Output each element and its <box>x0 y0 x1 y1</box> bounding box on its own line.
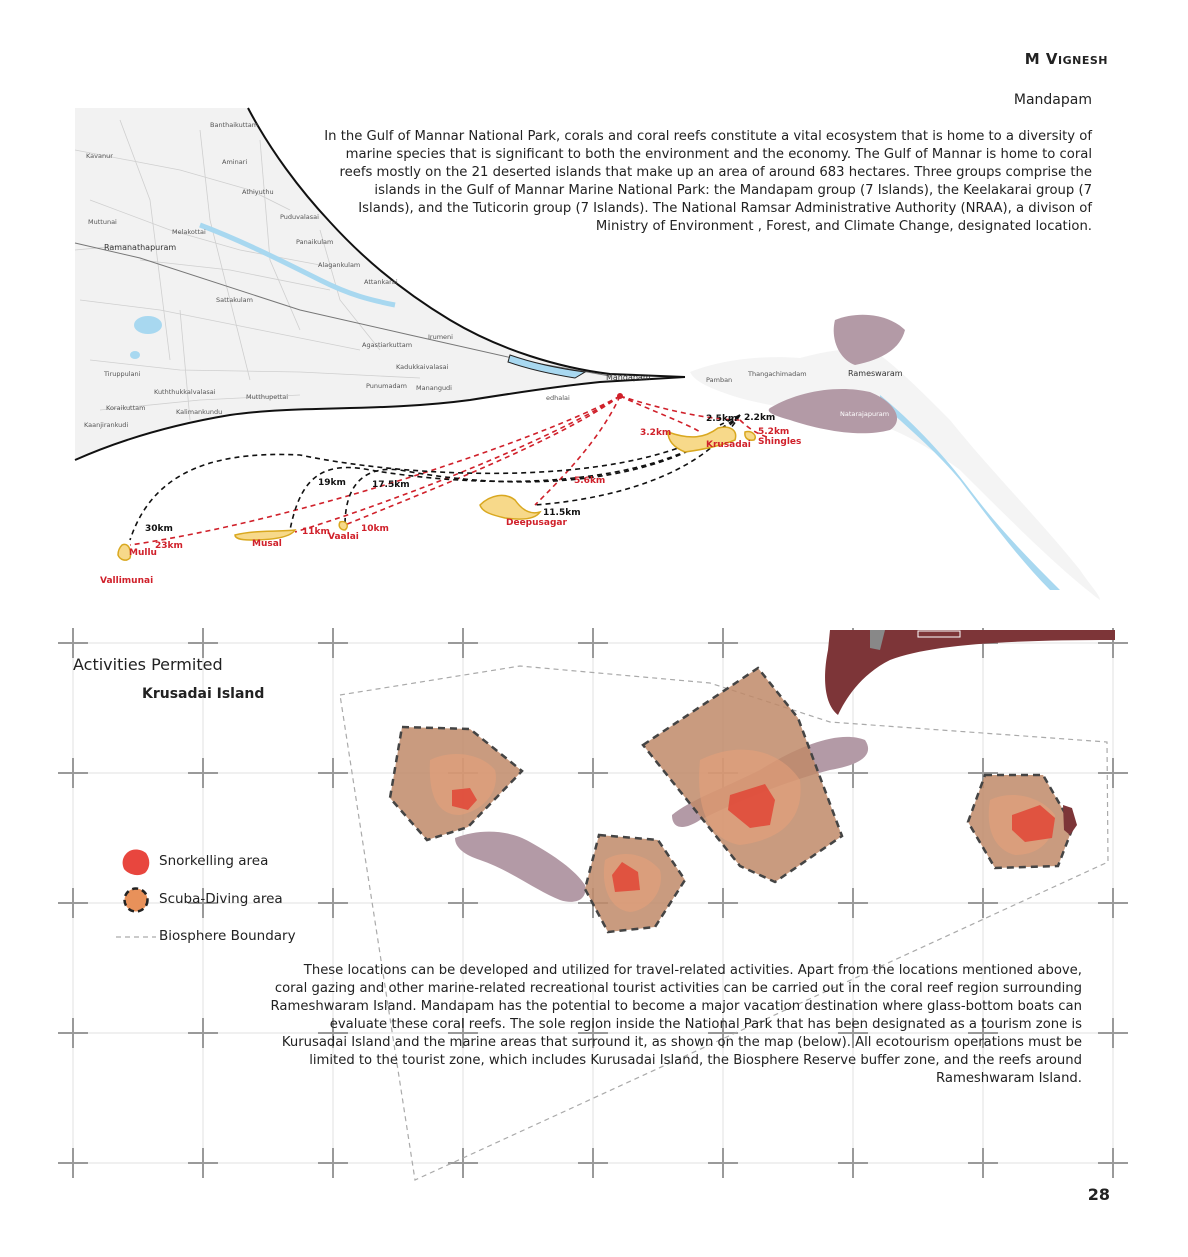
town-label: Manangudi <box>416 384 452 392</box>
distance-label-red: 10km <box>361 524 389 534</box>
town-label: Melakottai <box>172 228 206 236</box>
island-musal <box>455 832 585 902</box>
rameswaram-water <box>880 395 1060 590</box>
town-label: Alagankulam <box>318 261 361 269</box>
legend-snorkelling: Snorkelling area <box>159 853 269 869</box>
snorkelling-legend-icon <box>123 849 150 875</box>
distance-label-black: 2.5km <box>706 414 738 424</box>
rameswaram-reef-1 <box>834 315 905 365</box>
island-label-vallimunai: Vallimunai <box>100 576 154 586</box>
distance-label-black: 2.2km <box>744 413 776 423</box>
town-label: Agastiarkuttam <box>362 341 413 349</box>
island-label-deepusagar: Deepusagar <box>506 518 567 528</box>
bottom-paragraph: These locations can be developed and utilized for travel-related activities. Apart from the locations mentioned above, coral gazing and other marine-related recreational tourist activities can be carried out in the coral reef region surrounding Rameshwaram Island. Mandapam has the potential to become a major vacation destination where glass-bottom boats can evaluate these coral reefs. The sole region inside the National Park that has been designated as a tourism zone is Kurusadai Island and the marine areas that surround it, as shown on the map (below). All ecotourism operations must be limited to the tourist zone, which includes Kurusadai Island, the Biosphere Reserve buffer zone, and the reefs around Rameshwaram Island. <box>270 963 1082 1086</box>
distance-label-black: 19km <box>318 478 346 488</box>
island-outlines <box>118 427 755 560</box>
distance-label-black: 17.5km <box>372 480 410 490</box>
town-label: Panaikulam <box>296 238 334 246</box>
town-label: Muttunai <box>88 218 117 226</box>
town-label: Aminari <box>222 158 248 166</box>
place-mandapam: Mandapam <box>606 373 651 382</box>
distance-label-red: 23km <box>155 541 183 551</box>
legend-scuba: Scuba-Diving area <box>159 891 283 907</box>
island-label-vaalai: Vaalai <box>328 532 359 542</box>
island-label-krusadai: Krusadai <box>706 440 751 450</box>
town-label: Mutthupettai <box>246 393 289 401</box>
town-label: Koraikuttam <box>106 404 146 412</box>
town-label: Attankarai <box>364 278 398 286</box>
town-label: Kuththukkalvalasai <box>154 388 216 396</box>
distance-label-red: 11km <box>302 527 330 537</box>
town-label: edhalai <box>546 394 570 402</box>
inner-zones <box>430 750 1055 912</box>
distance-label-red: 3.2km <box>640 428 672 438</box>
scuba-legend-icon <box>125 889 148 912</box>
town-label: Kadukkaivalasai <box>396 363 449 371</box>
lake-2 <box>130 351 140 359</box>
town-label: Kalimankundu <box>176 408 223 416</box>
distance-label-black: 30km <box>145 524 173 534</box>
town-label: Thangachimadam <box>748 370 807 378</box>
page-number: 28 <box>1087 1185 1110 1204</box>
legend-boundary: Biosphere Boundary <box>159 928 296 944</box>
author-name: M Vignesh <box>1024 50 1108 68</box>
activities-subtitle: Krusadai Island <box>142 686 265 702</box>
town-label: Kaanjirankudi <box>84 421 129 429</box>
town-label: Irumeni <box>428 333 453 341</box>
island-label-mullu: Mullu <box>129 548 157 558</box>
town-label-major: Ramanathapuram <box>104 243 177 252</box>
distance-label-black: 11.5km <box>543 508 581 518</box>
town-label: Kavanur <box>86 152 113 160</box>
town-label: Tiruppulani <box>104 370 141 378</box>
shingles-reef <box>1063 805 1077 835</box>
distance-label-red: 5.2km <box>758 427 790 437</box>
town-label: Sattakulam <box>216 296 253 304</box>
lake-1 <box>134 316 162 334</box>
red-routes <box>130 396 770 545</box>
island-label-shingles: Shingles <box>758 437 802 447</box>
town-label: Athiyuthu <box>242 188 274 196</box>
location-title: Mandapam <box>1013 92 1092 108</box>
activities-title: Activities Permited <box>73 655 223 674</box>
town-label: Punumadam <box>366 382 407 390</box>
island-label-musal: Musal <box>252 539 282 549</box>
town-label: Natarajapuram <box>840 410 890 418</box>
place-pamban: Pamban <box>706 376 733 384</box>
intro-paragraph: In the Gulf of Mannar National Park, corals and coral reefs constitute a vital ecosystem that is home to a diversity of marine species that is significant to both the environment and the economy. The Gulf of Mannar is home to coral reefs mostly on the 21 deserted islands that make up an area of around 683 hectares. Three groups comprise the islands in the Gulf of Mannar Marine National Park: the Mandapam group (7 Islands), the Keelakarai group (7 Islands), and the Tuticorin group (7 Islands). The National Ramsar Administrative Authority (NRAA), a divison of Ministry of Environment , Forest, and Climate Change, designated location. <box>324 129 1092 234</box>
place-rameswaram: Rameswaram <box>848 369 903 378</box>
town-label: Puduvalasai <box>280 213 319 221</box>
distance-label-red: 5.6km <box>574 476 606 486</box>
rameswaram-island <box>690 349 1100 600</box>
town-label: Banthaikuttam <box>210 121 259 129</box>
